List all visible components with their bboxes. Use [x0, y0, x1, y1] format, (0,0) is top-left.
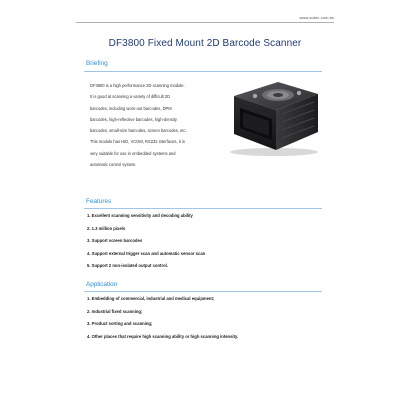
document-title: DF3800 Fixed Mount 2D Barcode Scanner: [108, 38, 302, 49]
features-heading: Features: [86, 198, 112, 205]
application-rule: [84, 291, 322, 292]
application-heading: Application: [86, 281, 118, 288]
briefing-line: barcodes, including worn-out barcodes, DPM: [90, 105, 172, 111]
briefing-text: [90, 80, 208, 170]
briefing-rule: [84, 71, 322, 72]
list-item: 1. Excellent scanning sensitivity and decoding ability: [87, 213, 193, 218]
briefing-heading: Briefing: [86, 60, 108, 67]
briefing-line: automatic control system.: [90, 162, 137, 168]
features-list: [87, 212, 205, 275]
list-item: 5. Support 2 non-isolated output control.: [87, 263, 168, 269]
list-item: 2. 1.3 million pixels: [87, 225, 126, 231]
list-item: 3. Support screen barcodes: [87, 238, 143, 244]
list-item: 4. Support external trigger scan and automatic sensor scan: [87, 250, 206, 256]
list-item: 4. Other places that require high scanning ability or high scanning intensity.: [87, 333, 239, 339]
scanner-product-image: [220, 74, 324, 158]
briefing-line: This module has HID, VCOM, RS232 interfaces, it is: [90, 139, 185, 145]
list-item: 2. Industrial fixed scanning;: [87, 308, 143, 314]
features-rule: [84, 208, 322, 209]
briefing-line: barcodes, high-reflective barcodes, high-density: [90, 116, 177, 122]
briefing-line: very suitable for use in embedded systems and: [90, 150, 176, 156]
site-url: www.sotec.com.tw: [299, 15, 334, 20]
briefing-line: barcodes, small-size barcodes, screen barcodes, etc.: [90, 128, 187, 134]
list-item: 1. Embedding of commercial, industrial and medical equipment;: [87, 296, 215, 301]
list-item: 3. Product sorting and scanning;: [87, 321, 153, 327]
briefing-line: It is good at scanning a variety of difficult 2D: [90, 94, 171, 100]
header-rule: [76, 22, 334, 23]
briefing-line: DF3800 is a high performance 2D scanning module.: [90, 83, 185, 88]
application-list: [87, 295, 238, 345]
